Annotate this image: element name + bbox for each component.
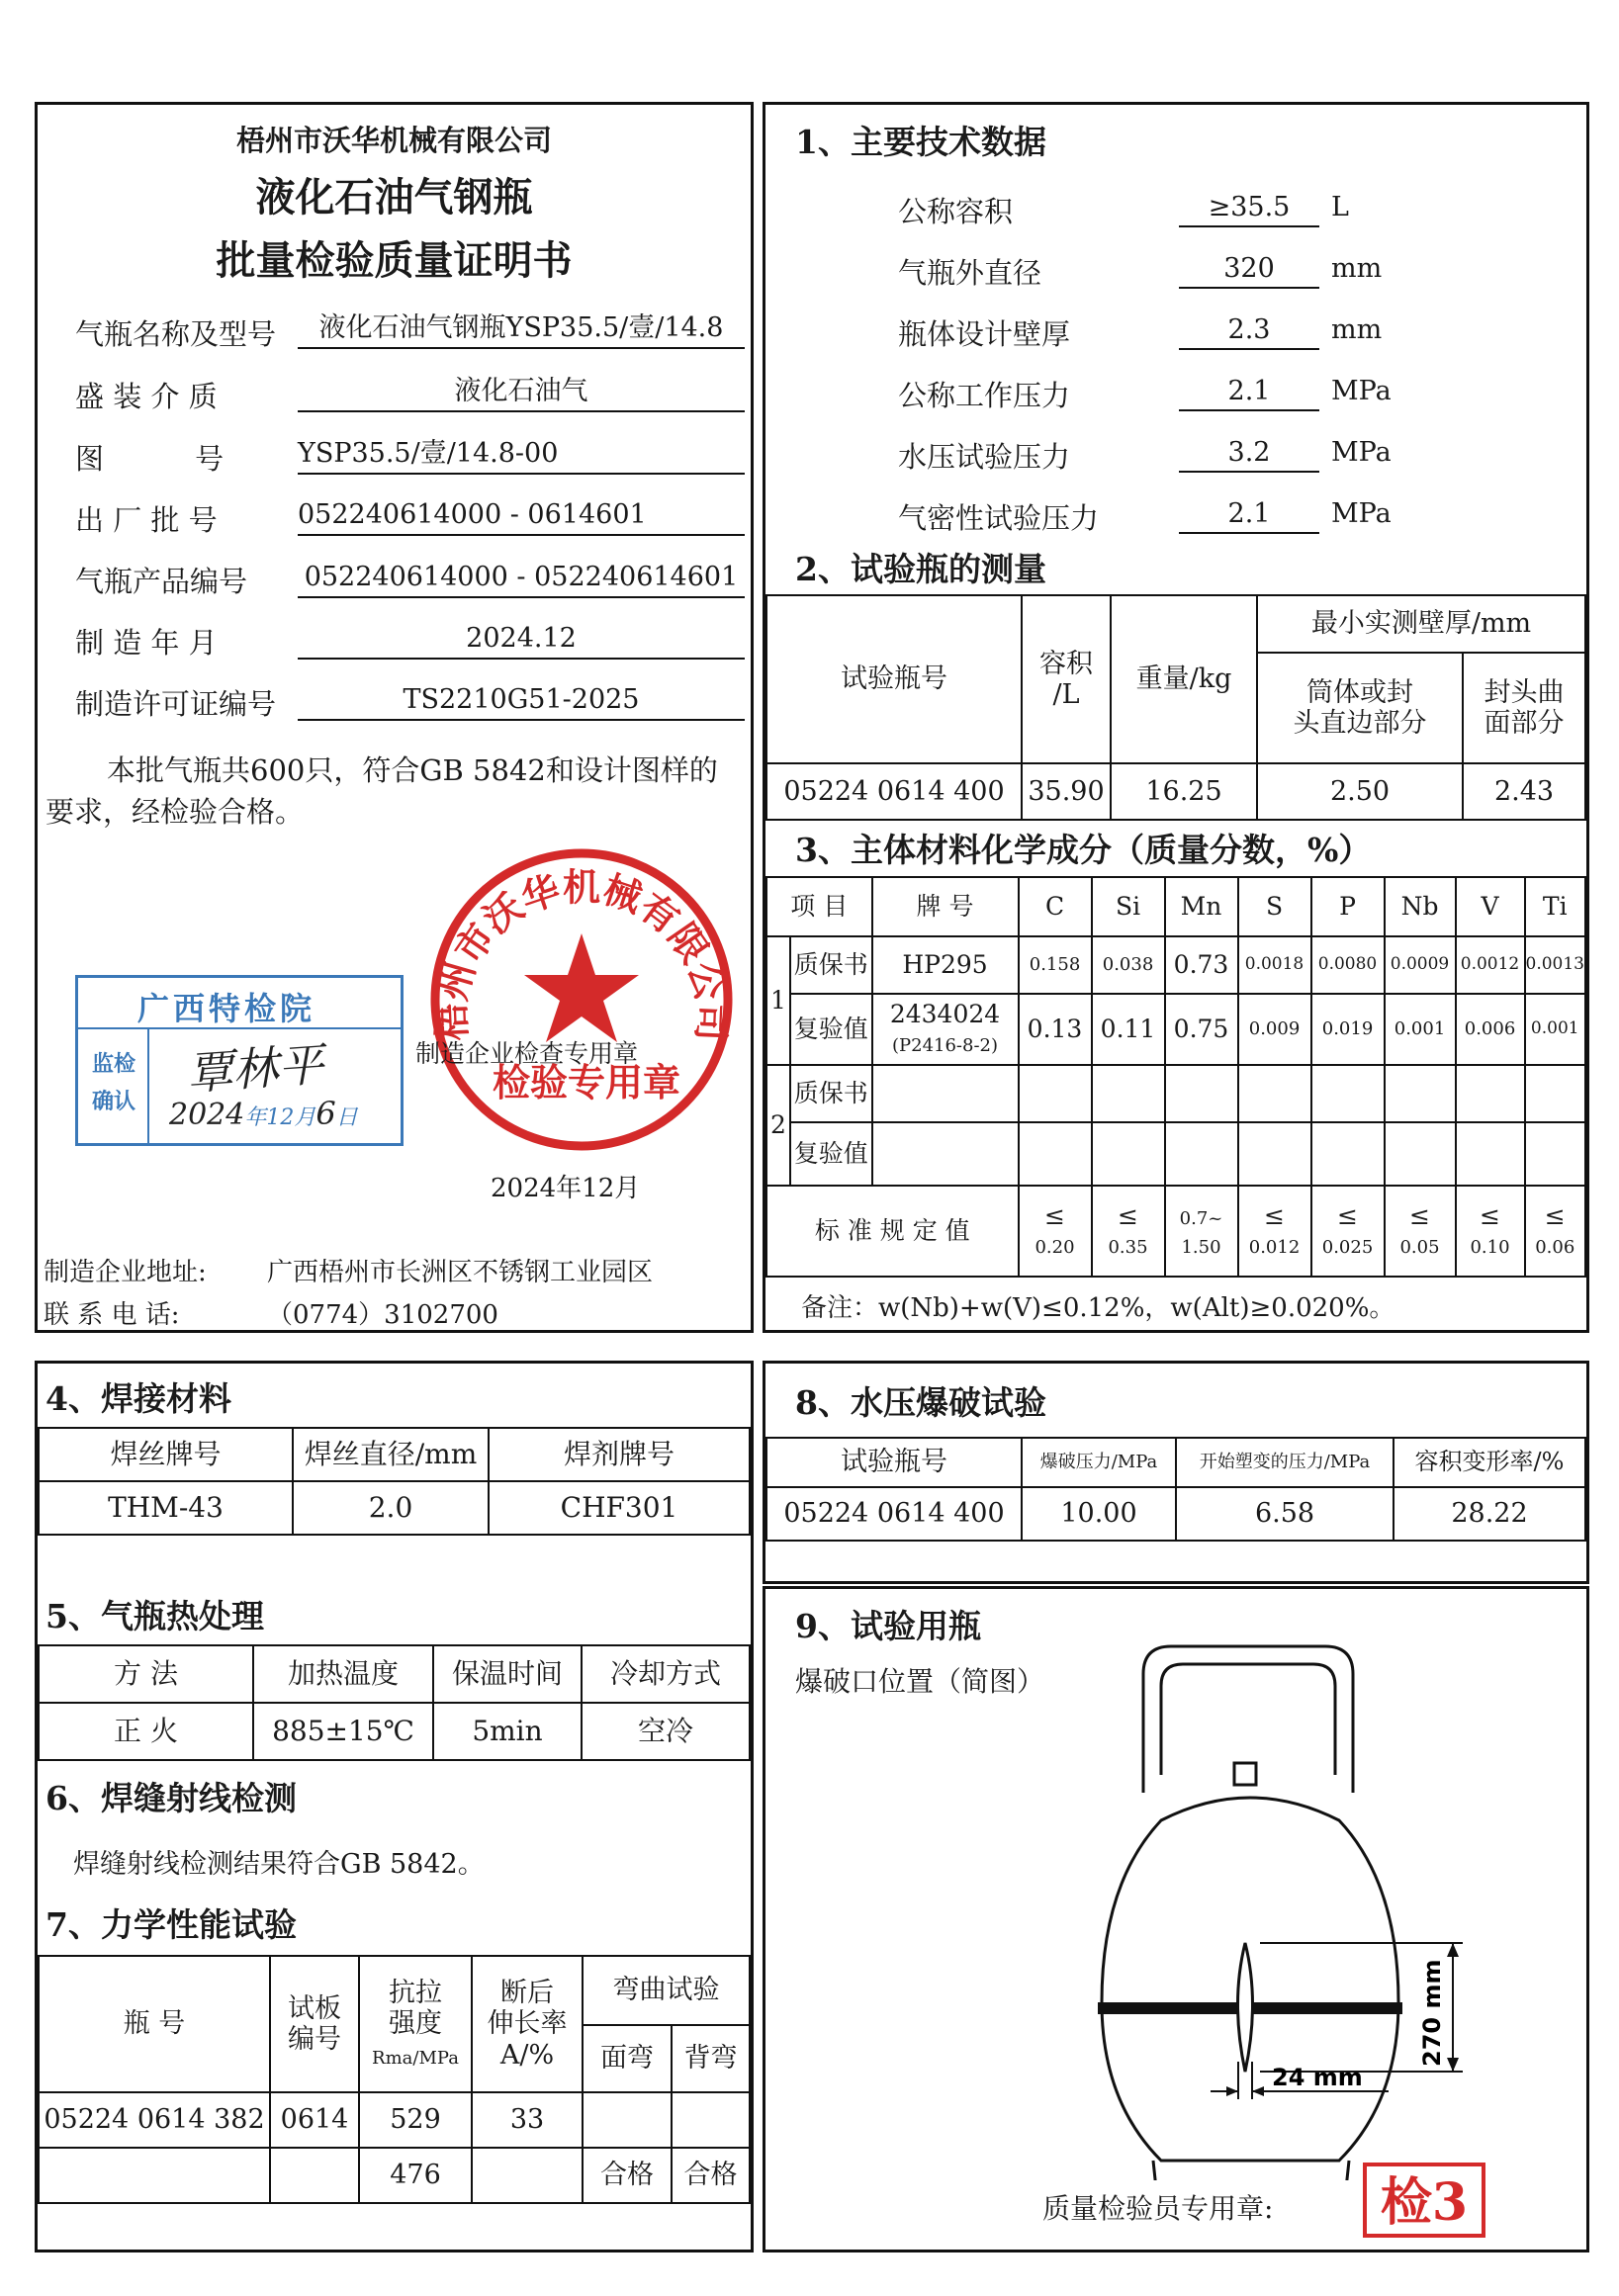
cell-bottle-no: 05224 0614 400 [766,1487,1022,1541]
field-value-date: 2024.12 [298,625,745,660]
shroud-outline [1143,1646,1353,1793]
col-el-Nb: Nb [1385,877,1456,936]
burst-test-table [765,1437,1586,1542]
valve-icon [1234,1763,1256,1785]
col-plate-no: 试板 编号 [270,1956,359,2092]
tech-unit-diameter: mm [1331,253,1383,284]
tech-value-airtight-pressure: 2.1 [1179,500,1319,534]
col-grade: 牌 号 [872,877,1019,936]
col-head-wall: 封头曲 面部分 [1463,653,1585,763]
row1-Nb: 0.0009 [1385,936,1456,994]
table-row [39,2092,750,2148]
col-el-P: P [1311,877,1385,936]
document-subtitle: 批量检验质量证明书 [216,237,573,284]
table-row [39,1703,750,1760]
sec1-heading: 1、主要技术数据 [795,123,1046,161]
tech-unit-hydro-pressure: MPa [1331,437,1392,468]
col-el-S: S [1238,877,1311,936]
field-label-license: 制造许可证编号 [75,687,277,721]
cell-cooling: 空冷 [582,1703,750,1760]
col-el-V: V [1456,877,1525,936]
row2-Ti: 0.001 [1525,994,1585,1065]
stamp-role-line1: 监检 [92,1051,136,1077]
tech-unit-airtight-pressure: MPa [1331,498,1392,529]
inspector-stamp-label: 质量检验员专用章: [1042,2192,1274,2225]
chemical-composition-table [765,876,1586,1278]
row2-V: 0.006 [1456,994,1525,1065]
row1-C: 0.158 [1019,936,1092,994]
cell-heat-temp: 885±15℃ [253,1703,433,1760]
field-label-date: 制 造 年 月 [75,626,218,660]
col-weight: 重量/kg [1111,595,1257,763]
company-name: 梧州市沃华机械有限公司 [235,124,552,157]
std-Si: ≤ 0.35 [1092,1186,1165,1277]
tech-unit-work-pressure: MPa [1331,376,1392,406]
field-label-batch: 出 厂 批 号 [75,503,218,537]
field-label-medium: 盛 装 介 质 [75,380,218,413]
row1-S: 0.0018 [1238,936,1311,994]
tech-value-wall: 2.3 [1179,316,1319,350]
col-flux-grade: 焊剂牌号 [489,1428,750,1481]
tech-value-hydro-pressure: 3.2 [1179,439,1319,473]
burst-width-label: 24 mm [1272,2064,1363,2091]
cell-wire-diameter: 2.0 [293,1481,489,1535]
tech-label-volume: 公称容积 [898,195,1014,228]
col-tensile: 抗拉 强度 Rma/MPa [359,1956,472,2092]
col-method: 方 法 [39,1645,253,1703]
field-value-name: 液化石油气钢瓶YSP35.5/壹/14.8 [298,314,745,349]
col-item: 项 目 [766,877,872,936]
tech-unit-wall: mm [1331,314,1383,345]
col-elongation: 断后 伸长率 A/% [472,1956,583,2092]
row2-S: 0.009 [1238,994,1311,1065]
test-bottle-panel [763,1586,1589,2252]
burst-location-caption: 爆破口位置（简图） [795,1665,1045,1698]
std-Nb: ≤ 0.05 [1385,1186,1456,1277]
col-el-Mn: Mn [1165,877,1238,936]
col-bottle-no: 试验瓶号 [766,595,1022,763]
sec2-heading: 2、试验瓶的测量 [795,550,1046,588]
std-Ti: ≤ 0.06 [1525,1186,1585,1277]
row1-P: 0.0080 [1311,936,1385,994]
cylinder-burst-diagram [1062,1627,1487,2180]
table-row [39,2148,750,2203]
col-bottle-no: 瓶 号 [39,1956,270,2092]
tech-label-wall: 瓶体设计壁厚 [898,317,1071,351]
inspector-stamp: 检3 [1363,2163,1485,2238]
cell-method: 正 火 [39,1703,253,1760]
cell-hold-time: 5min [433,1703,582,1760]
composition-note: 备注：w(Nb)+w(V)≤0.12%，w(Alt)≥0.020%。 [801,1293,1395,1323]
table-row [766,1122,1585,1186]
cell-volume-deformation: 28.22 [1394,1487,1585,1541]
col-min-wall: 最小实测壁厚/mm [1257,595,1585,653]
address-value: 广西梧州市长洲区不锈钢工业园区 [267,1258,654,1287]
table-row [766,1186,1585,1277]
field-value-batch: 052240614000 - 0614601 [298,501,745,536]
sec5-heading: 5、气瓶热处理 [45,1597,264,1635]
inspection-confirm-stamp [75,975,404,1146]
field-value-drawing: YSP35.5/壹/14.8-00 [298,440,745,475]
left-process-panel [35,1361,754,2252]
std-S: ≤ 0.012 [1238,1186,1311,1277]
tech-label-hydro-pressure: 水压试验压力 [898,440,1071,474]
col-el-C: C [1019,877,1092,936]
row-label-retest: 复验值 [790,994,872,1065]
tech-label-diameter: 气瓶外直径 [898,256,1042,290]
table-row [766,1487,1585,1541]
table-row [766,994,1585,1065]
sec4-heading: 4、焊接材料 [45,1379,231,1418]
cell-head-wall: 2.43 [1463,763,1585,820]
cell-tensile: 529 [359,2092,472,2148]
std-P: ≤ 0.025 [1311,1186,1385,1277]
cell-tensile-2: 476 [359,2148,472,2203]
row-label-certificate: 质保书 [790,936,872,994]
std-V: ≤ 0.10 [1456,1186,1525,1277]
cell-burst-pressure: 10.00 [1022,1487,1176,1541]
cell-volume: 35.90 [1022,763,1111,820]
sec6-heading: 6、焊缝射线检测 [45,1779,297,1817]
stamp-role-line2: 确认 [92,1089,136,1114]
row2-Nb: 0.001 [1385,994,1456,1065]
cell-weight: 16.25 [1111,763,1257,820]
cell-bottle-no: 05224 0614 400 [766,763,1022,820]
col-hold-time: 保温时间 [433,1645,582,1703]
heat-treatment-table [38,1644,751,1761]
field-value-medium: 液化石油气 [298,378,745,412]
radiography-result: 焊缝射线检测结果符合GB 5842。 [73,1849,485,1880]
col-face-bend: 面弯 [583,2025,672,2092]
seal-star-icon [524,933,639,1042]
row2-C: 0.13 [1019,994,1092,1065]
mechanical-test-table [38,1955,751,2204]
row-label-certificate-2: 质保书 [790,1065,872,1122]
burst-length-label: 270 mm [1418,1959,1446,2067]
cell-plate-no: 0614 [270,2092,359,2148]
group-index-2: 2 [766,1065,790,1186]
seal-ring-text: 梧州市沃华机械有限公司 [428,864,735,1042]
tech-unit-volume: L [1331,192,1349,222]
row2-grade: 2434024 (P2416-8-2) [872,994,1019,1065]
row-label-standard: 标 准 规 定 值 [766,1186,1019,1277]
inspector-signature: 覃林平 [185,1037,325,1101]
row1-Si: 0.038 [1092,936,1165,994]
row1-grade: HP295 [872,936,1019,994]
shroud-inner [1161,1664,1335,1775]
cell-wire-grade: THM-43 [39,1481,293,1535]
col-cooling: 冷却方式 [582,1645,750,1703]
left-info-panel [35,102,754,1333]
cell-yield-pressure: 6.58 [1176,1487,1394,1541]
row2-Si: 0.11 [1092,994,1165,1065]
col-burst-pressure: 爆破压力/MPa [1022,1438,1176,1487]
row-label-retest-2: 复验值 [790,1122,872,1186]
sec9-heading: 9、试验用瓶 [795,1607,981,1645]
row1-Mn: 0.73 [1165,936,1238,994]
row2-Mn: 0.75 [1165,994,1238,1065]
field-label-serial: 气瓶产品编号 [75,565,248,598]
col-el-Si: Si [1092,877,1165,936]
cell-body-wall: 2.50 [1257,763,1463,820]
field-label-name: 气瓶名称及型号 [75,317,277,351]
row1-V: 0.0012 [1456,936,1525,994]
col-volume: 容积 /L [1022,595,1111,763]
col-wire-grade: 焊丝牌号 [39,1428,293,1481]
stamp-org-name: 广西特检院 [137,990,316,1027]
std-C: ≤ 0.20 [1019,1186,1092,1277]
tech-value-volume: ≥35.5 [1179,194,1319,227]
std-Mn: 0.7~ 1.50 [1165,1186,1238,1277]
signature-date: 2024年12月6日 [169,1095,358,1132]
row1-Ti: 0.0013 [1525,936,1585,994]
issue-date: 2024年12月 [491,1174,641,1203]
col-back-bend: 背弯 [672,2025,750,2092]
address-label: 制造企业地址: [44,1258,207,1287]
right-data-panel [763,102,1589,1333]
cell-bottle-no: 05224 0614 382 [39,2092,270,2148]
sec3-heading: 3、主体材料化学成分（质量分数，%） [795,831,1372,869]
field-value-serial: 052240614000 - 052240614601 [298,564,745,598]
cell-face-bend: 合格 [583,2148,672,2203]
col-volume-deformation: 容积变形率/% [1394,1438,1585,1487]
tech-label-airtight-pressure: 气密性试验压力 [898,501,1100,535]
col-el-Ti: Ti [1525,877,1585,936]
cell-elongation: 33 [472,2092,583,2148]
table-row [766,763,1585,820]
tech-label-work-pressure: 公称工作压力 [898,379,1071,412]
group-index-1: 1 [766,936,790,1065]
table-row [39,1481,750,1535]
seal-bottom-text: 检验专用章 [492,1060,681,1104]
row2-P: 0.019 [1311,994,1385,1065]
col-bend-test: 弯曲试验 [583,1956,750,2025]
burst-test-panel [763,1361,1589,1584]
col-yield-pressure: 开始塑变的压力/MPa [1176,1438,1394,1487]
phone-label: 联 系 电 话: [44,1300,180,1330]
col-wire-diameter: 焊丝直径/mm [293,1428,489,1481]
phone-value: （0774）3102700 [267,1300,498,1330]
foot-ring [1153,2161,1349,2180]
manufacturer-check-label: 制造企业检查专用章 [415,1039,639,1068]
document-title: 液化石油气钢瓶 [255,174,533,221]
burst-opening [1238,1943,1253,2072]
measurement-table [765,594,1586,821]
col-heat-temp: 加热温度 [253,1645,433,1703]
col-body-wall: 筒体或封 头直边部分 [1257,653,1463,763]
col-bottle-no: 试验瓶号 [766,1438,1022,1487]
field-value-license: TS2210G51-2025 [298,686,745,721]
table-row [766,936,1585,994]
conformity-statement: 本批气瓶共600只，符合GB 5842和设计图样的要求，经检验合格。 [45,753,718,829]
tech-value-work-pressure: 2.1 [1179,378,1319,411]
tech-value-diameter: 320 [1179,255,1319,289]
field-label-drawing: 图 号 [75,442,225,476]
company-inspection-seal [423,837,740,1153]
sec8-heading: 8、水压爆破试验 [795,1383,1046,1422]
sec7-heading: 7、力学性能试验 [45,1905,297,1944]
welding-material-table [38,1427,751,1536]
cell-flux-grade: CHF301 [489,1481,750,1535]
cell-back-bend: 合格 [672,2148,750,2203]
table-row [766,1065,1585,1122]
